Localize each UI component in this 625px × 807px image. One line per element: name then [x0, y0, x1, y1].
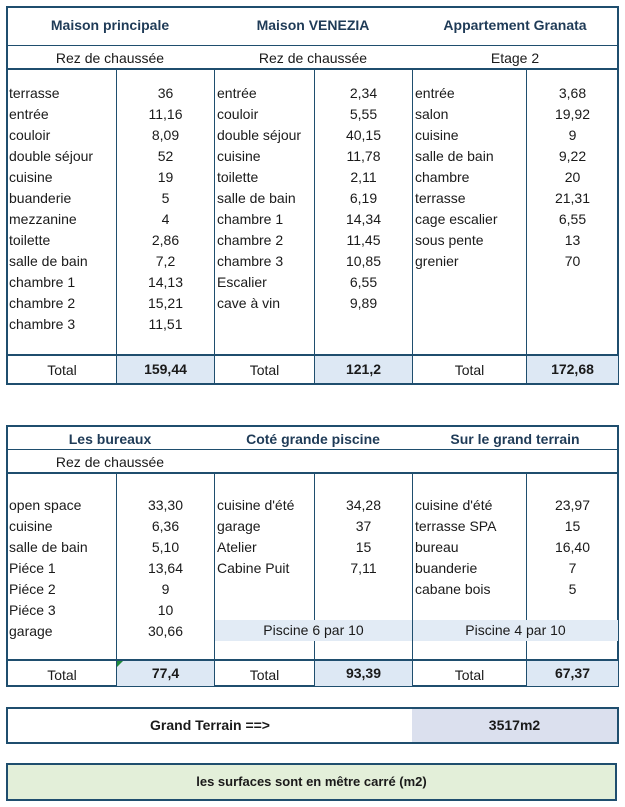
granata-room-name: salon	[415, 106, 449, 122]
bureaux-room-area: 5,10	[151, 539, 180, 555]
table-2-divider-header	[7, 449, 618, 450]
piscine-room-name: Cabine Puit	[217, 560, 290, 576]
venezia-room-name: entrée	[217, 85, 257, 101]
principale-room-name: buanderie	[9, 190, 72, 206]
venezia-room-name: double séjour	[217, 127, 302, 143]
total-maison-principale: 159,44	[117, 356, 214, 383]
principale-room-area: 14,13	[147, 274, 184, 290]
header-cote-grande-piscine: Coté grande piscine	[246, 431, 380, 447]
venezia-room-area: 10,85	[345, 253, 382, 269]
total-sur-le-grand-terrain: 67,37	[527, 661, 618, 686]
principale-room-area: 15,21	[147, 295, 184, 311]
table-1-col-divider	[412, 69, 413, 384]
venezia-room-area: 11,78	[346, 148, 381, 164]
granata-room-name: cuisine	[415, 127, 459, 143]
venezia-room-name: chambre 2	[217, 232, 284, 248]
bureaux-room-area: 6,36	[151, 518, 180, 534]
comment-marker-icon	[117, 661, 123, 667]
principale-room-area: 11,16	[148, 106, 183, 122]
piscine-6-par-10: Piscine 6 par 10	[215, 620, 412, 641]
principale-room-area: 2,86	[151, 232, 180, 248]
sub-rez-de-chaussee-2: Rez de chaussée	[258, 50, 368, 66]
header-les-bureaux: Les bureaux	[68, 431, 152, 447]
venezia-room-name: chambre 3	[217, 253, 284, 269]
granata-room-area: 3,68	[558, 85, 587, 101]
piscine-room-name: cuisine d'été	[217, 497, 295, 513]
venezia-room-name: Escalier	[217, 274, 267, 290]
venezia-room-name: salle de bain	[217, 190, 296, 206]
principale-room-area: 11,51	[148, 316, 183, 332]
bureaux-room-area: 33,30	[147, 497, 184, 513]
table-1-divider-header	[7, 45, 618, 46]
venezia-room-area: 2,11	[350, 169, 377, 185]
units-note-text: les surfaces sont en mêtre carré (m2)	[196, 774, 427, 789]
granata-room-area: 6,55	[558, 211, 587, 227]
terrain-room-area: 16,40	[554, 539, 591, 555]
principale-room-name: double séjour	[9, 148, 94, 164]
terrain-room-name: cabane bois	[415, 581, 491, 597]
bureaux-room-area: 13,64	[147, 560, 184, 576]
header-appartement-granata: Appartement Granata	[443, 17, 587, 33]
principale-room-name: entrée	[9, 106, 49, 122]
granata-room-area: 21,31	[554, 190, 591, 206]
total-label: Total	[454, 667, 485, 683]
terrain-room-area: 7	[568, 560, 577, 576]
principale-room-area: 5	[161, 190, 170, 206]
principale-room-name: chambre 2	[9, 295, 76, 311]
terrain-room-name: bureau	[415, 539, 459, 555]
principale-room-name: toilette	[9, 232, 51, 248]
granata-room-name: entrée	[415, 85, 455, 101]
granata-room-area: 9	[568, 127, 577, 143]
sub-etage-2: Etage 2	[490, 50, 540, 66]
piscine-room-name: Atelier	[217, 539, 257, 555]
granata-room-area: 19,92	[554, 106, 591, 122]
principale-room-area: 7,2	[155, 253, 176, 269]
granata-room-name: terrasse	[415, 190, 466, 206]
grand-terrain-label: Grand Terrain ==>	[150, 717, 270, 733]
units-note	[6, 763, 617, 801]
principale-room-name: mezzanine	[9, 211, 77, 227]
total-label: Total	[249, 362, 280, 378]
venezia-room-area: 9,89	[349, 295, 378, 311]
table-2-col-divider	[214, 473, 215, 686]
total-appartement-granata: 172,68	[527, 356, 618, 383]
granata-room-area: 20	[564, 169, 581, 185]
granata-room-name: salle de bain	[415, 148, 494, 164]
principale-room-area: 8,09	[151, 127, 180, 143]
sub-rez-de-chaussee-1: Rez de chaussée	[55, 50, 165, 66]
principale-room-area: 36	[157, 85, 174, 101]
venezia-room-area: 11,45	[346, 232, 381, 248]
venezia-room-name: couloir	[217, 106, 259, 122]
venezia-room-area: 14,34	[345, 211, 382, 227]
principale-room-area: 52	[157, 148, 174, 164]
venezia-room-name: cave à vin	[217, 295, 281, 311]
venezia-room-name: chambre 1	[217, 211, 284, 227]
piscine-room-area: 15	[355, 539, 372, 555]
header-maison-venezia: Maison VENEZIA	[256, 17, 370, 33]
bureaux-room-name: cuisine	[9, 518, 53, 534]
granata-room-name: sous pente	[415, 232, 484, 248]
header-maison-principale: Maison principale	[50, 17, 170, 33]
bureaux-room-name: Piéce 2	[9, 581, 56, 597]
total-label: Total	[454, 362, 485, 378]
header-sur-le-grand-terrain: Sur le grand terrain	[450, 431, 580, 447]
granata-room-area: 13	[564, 232, 581, 248]
principale-room-name: salle de bain	[9, 253, 88, 269]
piscine-room-area: 37	[355, 518, 372, 534]
piscine-room-area: 34,28	[345, 497, 382, 513]
terrain-room-name: buanderie	[415, 560, 478, 576]
venezia-room-name: toilette	[217, 169, 259, 185]
principale-room-name: chambre 1	[9, 274, 76, 290]
bureaux-room-name: Piéce 3	[9, 602, 56, 618]
bureaux-room-area: 10	[157, 602, 174, 618]
venezia-room-name: cuisine	[217, 148, 261, 164]
total-les-bureaux: 77,4	[117, 661, 214, 686]
principale-room-area: 4	[161, 211, 170, 227]
principale-room-name: chambre 3	[9, 316, 76, 332]
terrain-room-area: 15	[564, 518, 581, 534]
total-label: Total	[249, 667, 280, 683]
bureaux-room-name: garage	[9, 623, 53, 639]
granata-room-name: grenier	[415, 253, 459, 269]
bureaux-room-name: open space	[9, 497, 82, 513]
terrain-room-area: 23,97	[554, 497, 591, 513]
piscine-room-name: garage	[217, 518, 261, 534]
venezia-room-area: 6,19	[349, 190, 378, 206]
principale-room-name: couloir	[9, 127, 51, 143]
bureaux-room-area: 30,66	[147, 623, 184, 639]
principale-room-name: terrasse	[9, 85, 60, 101]
principale-room-name: cuisine	[9, 169, 53, 185]
venezia-room-area: 2,34	[349, 85, 378, 101]
granata-room-name: cage escalier	[415, 211, 498, 227]
total-cote-grande-piscine: 93,39	[315, 661, 412, 686]
total-label: Total	[47, 362, 77, 378]
granata-room-area: 9,22	[558, 148, 587, 164]
venezia-room-area: 6,55	[349, 274, 378, 290]
venezia-room-area: 40,15	[345, 127, 382, 143]
granata-room-name: chambre	[415, 169, 470, 185]
total-maison-venezia: 121,2	[315, 356, 412, 383]
terrain-room-area: 5	[568, 581, 577, 597]
granata-room-area: 70	[564, 253, 581, 269]
bureaux-room-area: 9	[161, 581, 170, 597]
venezia-room-area: 5,55	[349, 106, 378, 122]
table-2-col-divider	[412, 473, 413, 686]
piscine-room-area: 7,11	[350, 560, 377, 576]
table-1-col-divider	[214, 69, 215, 384]
terrain-room-name: cuisine d'été	[415, 497, 493, 513]
terrain-room-name: terrasse SPA	[415, 518, 497, 534]
grand-terrain-value: 3517m2	[488, 717, 541, 733]
principale-room-area: 19	[157, 169, 174, 185]
bureaux-room-name: salle de bain	[9, 539, 88, 555]
total-label: Total	[47, 667, 77, 683]
bureaux-room-name: Piéce 1	[9, 560, 56, 576]
sub-rez-de-chaussee-bureaux: Rez de chaussée	[55, 454, 165, 470]
piscine-4-par-10: Piscine 4 par 10	[413, 620, 618, 641]
